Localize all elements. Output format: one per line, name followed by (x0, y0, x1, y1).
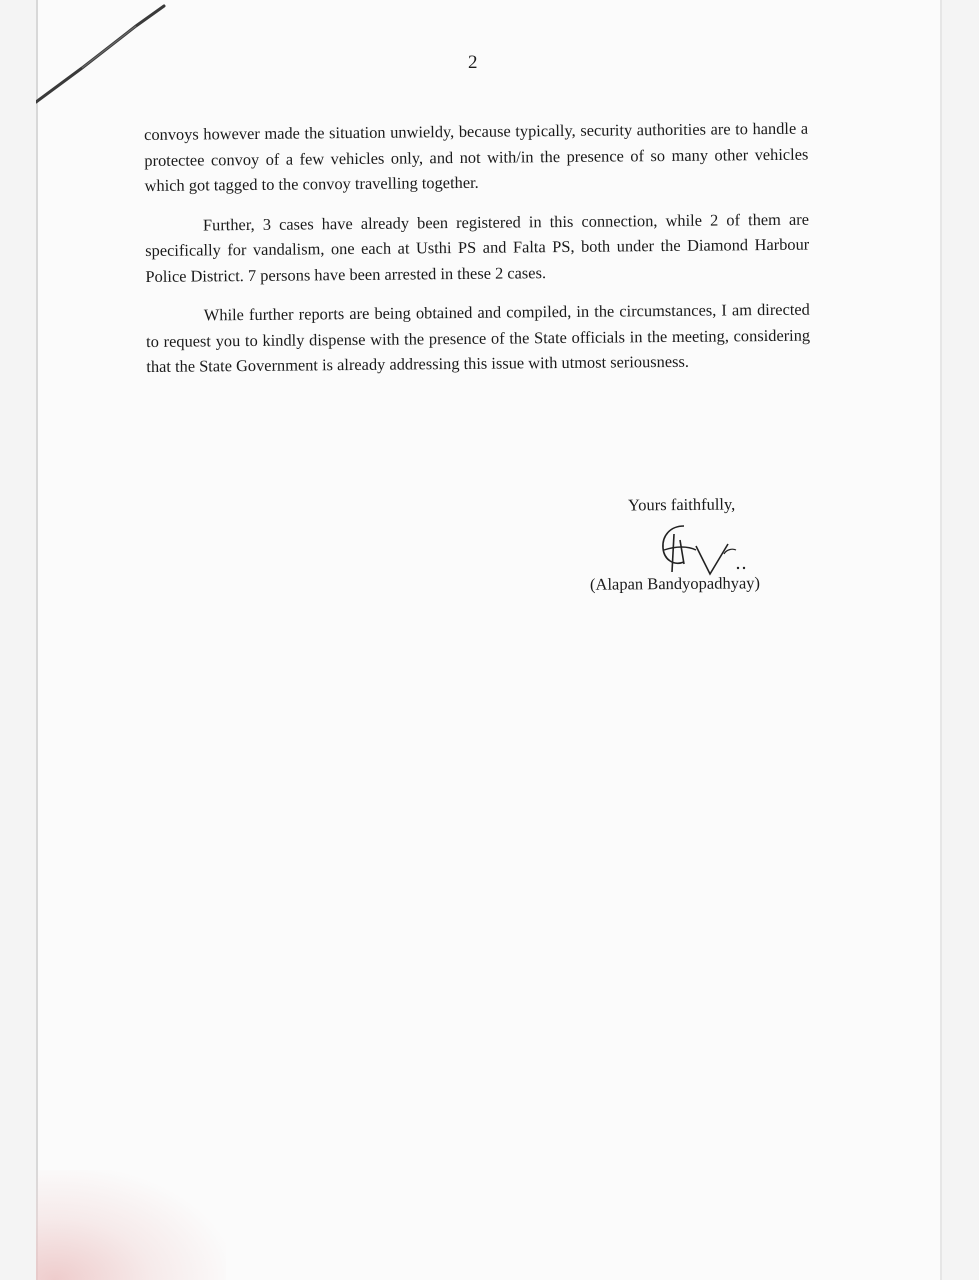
paragraph-2: Further, 3 cases have already been registered in this connection, while 2 of them are specifically for vandalism, one each at Usthi PS and Falta PS, both under the Diamond Harbour Police District. 7 persons have been arrested in these 2 cases. (145, 209, 810, 286)
page-fold-mark (36, 0, 176, 110)
signatory-name: (Alapan Bandyopadhyay) (589, 573, 761, 594)
paragraph-3: While further reports are being obtained and compiled, in the circumstances, I am directed to request you to kindly dispense with the presence of the State officials in the meeting, considering that the State Government is already addressing this issue with utmost seriousness. (146, 299, 811, 376)
paper-stain (36, 1170, 226, 1280)
page-number: 2 (468, 52, 478, 73)
paragraph-1: convoys however made the situation unwieldy, because typically, security authorities are to handle a protectee convoy of a few vehicles only, and not with/in the presence of so many other vehicles which got tagged to the convoy travelling together. (144, 118, 809, 195)
handwritten-signature (640, 520, 750, 578)
page-right-edge (940, 0, 942, 1280)
page-left-edge (36, 0, 38, 1280)
document-page (36, 0, 942, 1280)
closing-salutation: Yours faithfully, (627, 494, 736, 515)
letter-body (144, 116, 811, 394)
